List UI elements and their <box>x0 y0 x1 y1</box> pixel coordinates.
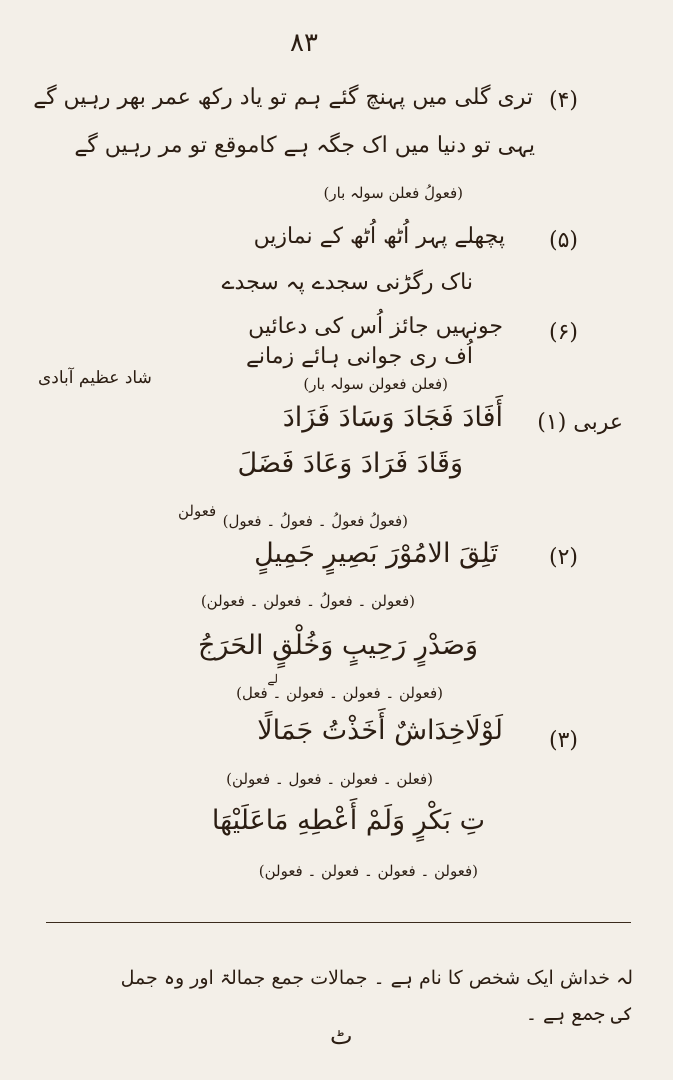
verse-number: (۳) <box>548 728 578 753</box>
footnote-line: لہ خداش ایک شخص کا نام ہے ۔ جمالات جمع جمالۃ اور وہ جمل <box>120 967 633 989</box>
meter-line: (فعلن فعولن سولہ بار) <box>303 375 448 393</box>
arabic-verse-line: تِ بَكْرٍ وَلَمْ أَعْطِهِ مَاعَلَيْهَا <box>211 805 485 836</box>
arabic-verse-line: وَصَدْرٍ رَحِيبٍ وَخُلْقٍ الحَرَجُ <box>198 630 478 661</box>
verse-line: جونہیں جائز اُس کی دعائیں <box>248 314 503 339</box>
verse-number: (۲) <box>548 545 578 570</box>
footnote-divider <box>46 922 631 923</box>
verse-line: یہی تو دنیا میں اک جگہ ہے کاموقع تو مر رہیں گے <box>74 133 535 158</box>
verse-number: (۵) <box>548 228 578 253</box>
meter-line: فعولن <box>178 502 217 520</box>
arabic-verse-line: أَفَادَ فَجَادَ وَسَادَ فَزَادَ <box>282 402 503 433</box>
meter-line: (فعولن ۔ فعولن ۔ فعولن ۔ فعل) <box>236 684 443 702</box>
footnote-line: کی جمع ہے ۔ <box>525 1003 633 1025</box>
poet-attribution: شاد عظیم آبادی <box>38 368 152 388</box>
footnote-marker: لے <box>267 672 278 686</box>
verse-line: پچھلے پہر اُٹھ اُٹھ کے نمازیں <box>253 224 505 249</box>
catchword: ٹ <box>330 1022 353 1050</box>
verse-line: اُف ری جوانی ہائے زمانے <box>245 344 473 369</box>
verse-number: (۶) <box>548 320 578 345</box>
meter-line: (فعلن ۔ فعولن ۔ فعول ۔ فعولن) <box>226 770 433 788</box>
meter-line: (فعولن ۔ فعولن ۔ فعولن ۔ فعولن) <box>258 862 478 880</box>
meter-line: (فعولُ فعولُ ۔ فعولُ ۔ فعول) <box>222 512 408 530</box>
verse-line: ناک رگڑنی سجدے پہ سجدے <box>221 270 473 295</box>
arabic-verse-line: تَلِقَ الامُوْرَ بَصِيرٍ جَمِيلٍ <box>254 538 498 569</box>
verse-line: تری گلی میں پہنچ گئے ہم تو یاد رکھ عمر بھر رہیں گے <box>33 85 533 110</box>
meter-line: (فعولُ فعلن سولہ بار) <box>323 184 463 202</box>
arabic-verse-line: وَقَادَ فَرَادَ وَعَادَ فَضَلَ <box>237 448 463 479</box>
section-label: عربی (۱) <box>537 410 623 435</box>
meter-line: (فعولن ۔ فعولُ ۔ فعولن ۔ فعولن) <box>200 592 415 610</box>
page-number: ۸۳ <box>290 28 318 58</box>
verse-number: (۴) <box>548 88 578 113</box>
arabic-verse-line: لَوْلَاخِدَاشٌ أَخَذْتُ جَمَالًا <box>257 715 503 746</box>
